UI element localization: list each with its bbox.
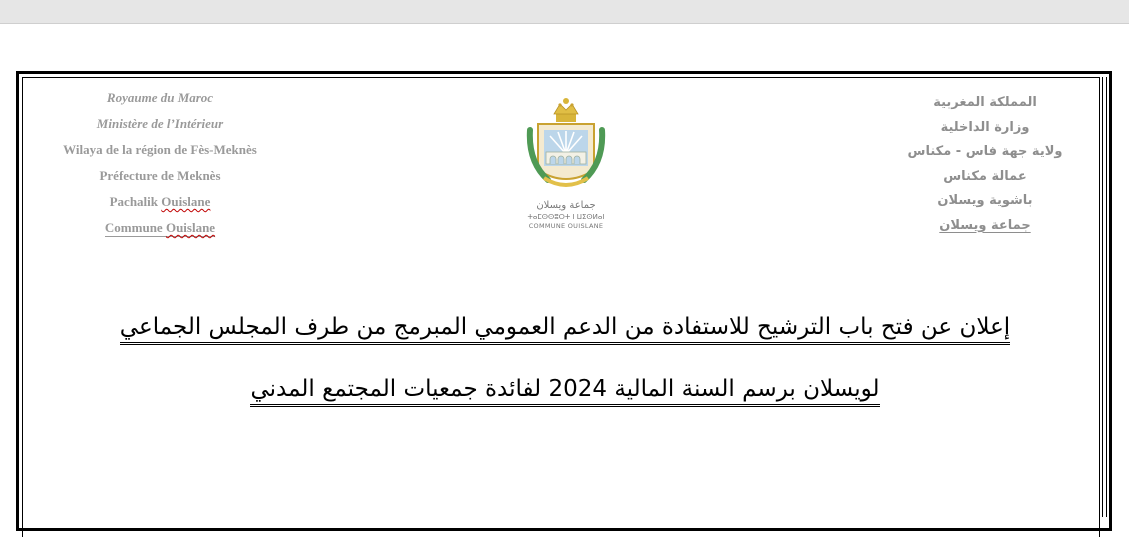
emblem-logo-icon xyxy=(520,96,612,200)
emblem-arabic-name: جماعة ويسلان xyxy=(536,200,596,211)
title-line-1-text: إعلان عن فتح باب الترشيح للاستفادة من الدعم العمومي المبرمج من طرف المجلس الجماعي xyxy=(120,314,1010,345)
header-left-line-3: Wilaya de la région de Fès-Meknès xyxy=(63,142,257,157)
title-line-2-text: لويسلان برسم السنة المالية 2024 لفائدة جمعيات المجتمع المدني xyxy=(250,376,879,407)
header-right-arabic xyxy=(900,92,1070,239)
announcement-title-line-2 xyxy=(60,376,1070,402)
ouislane-word-2: Ouislane xyxy=(165,220,216,235)
header-left-line-5 xyxy=(40,192,280,218)
emblem-tifinagh-name: ⵜⴰⵎⵙⵙⵓⵔⵜ ⵏ ⵡⵉⵙⵍⴰⵏ xyxy=(527,213,605,221)
header-right-line-2: وزارة الداخلية xyxy=(940,119,1030,135)
header-left-line-6 xyxy=(40,218,280,244)
page-border-right xyxy=(1102,77,1107,517)
header-left-line-2: Ministère de l’Intérieur xyxy=(96,116,224,131)
commune-emblem xyxy=(520,96,612,236)
header-right-line-3: ولاية جهة فاس - مكناس xyxy=(907,144,1063,159)
header-right-line-5: باشوية ويسلان xyxy=(937,193,1033,208)
header-right-line-4: عمالة مكناس xyxy=(943,168,1027,184)
ouislane-word: Ouislane xyxy=(161,194,211,209)
pachalik-word: Pachalik xyxy=(109,194,159,209)
header-right-line-6: جماعة ويسلان xyxy=(939,217,1031,233)
header-left-line-1: Royaume du Maroc xyxy=(106,90,214,105)
header-left-french xyxy=(40,88,280,244)
commune-word: Commune xyxy=(104,220,163,235)
header-left-line-4: Préfecture de Meknès xyxy=(99,168,221,183)
announcement-title-line-1 xyxy=(60,314,1070,340)
commune-label xyxy=(105,220,215,237)
app-toolbar xyxy=(0,0,1129,24)
header-right-line-1: المملكة المغربية xyxy=(933,95,1037,110)
emblem-latin-name: COMMUNE OUISLANE xyxy=(528,222,604,230)
